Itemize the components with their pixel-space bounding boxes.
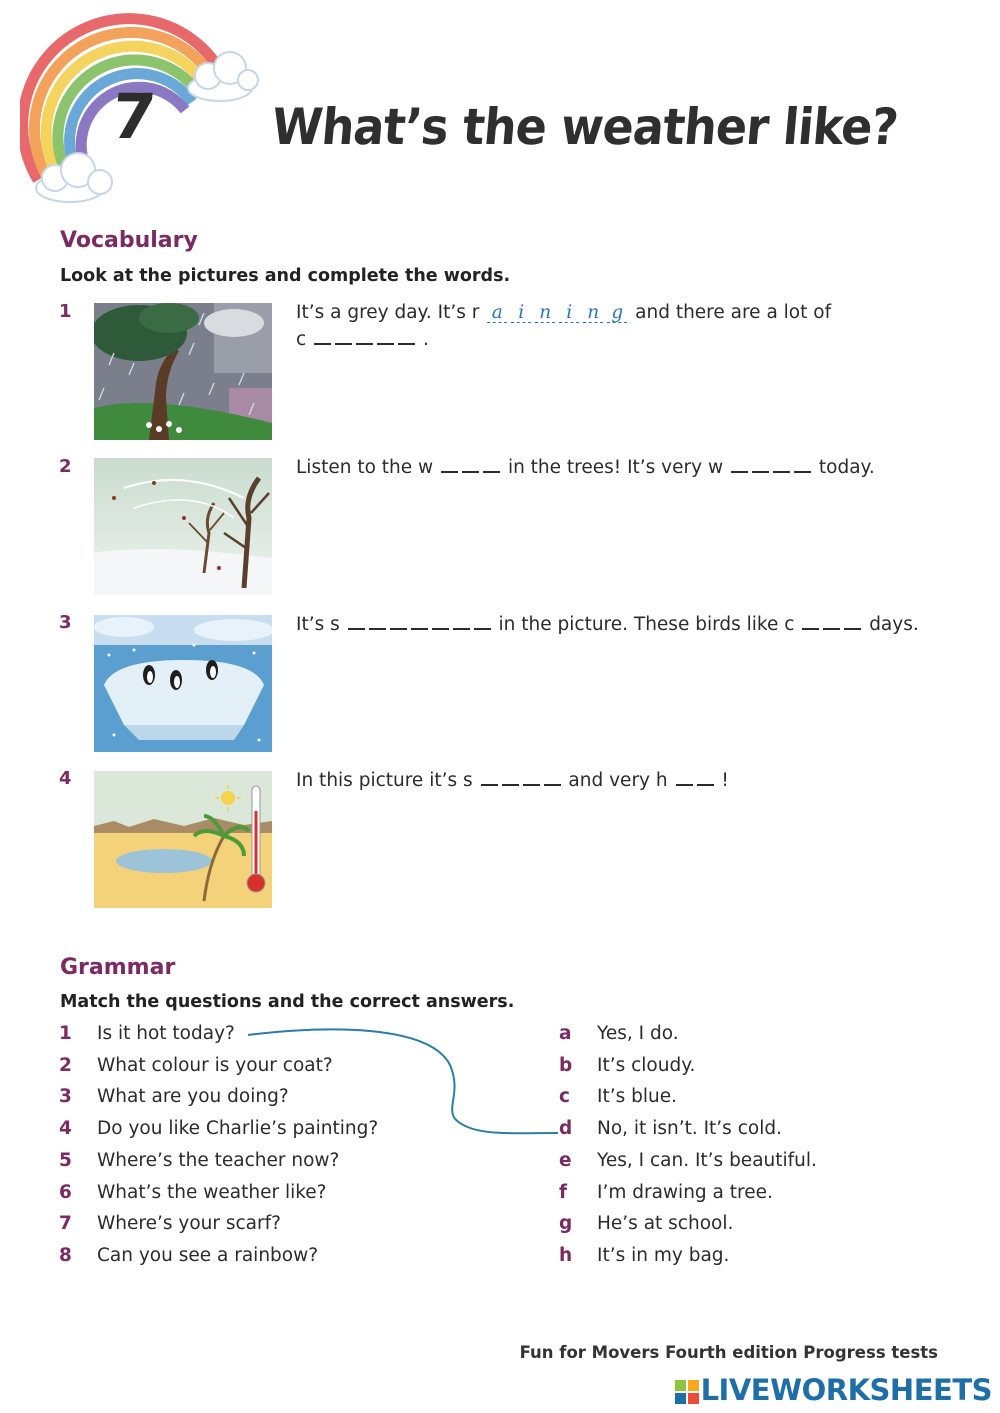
- vocab-text: It’s a grey day. It’s r: [296, 302, 480, 323]
- answer-letter[interactable]: n: [535, 304, 555, 323]
- answer-letter[interactable]: a: [487, 304, 507, 323]
- answer-letter-label: d: [559, 1118, 573, 1139]
- letter-blank[interactable]: [356, 333, 373, 345]
- letter-blank[interactable]: [377, 333, 394, 345]
- vocab-text: and very h: [568, 770, 668, 791]
- hot-desert-picture: [94, 771, 272, 908]
- vocab-text: and there are a lot of: [635, 302, 832, 323]
- answer-text[interactable]: He’s at school.: [597, 1213, 734, 1234]
- letter-blank[interactable]: [474, 618, 491, 630]
- letter-blank[interactable]: [844, 618, 861, 630]
- question-text[interactable]: What colour is your coat?: [97, 1055, 333, 1076]
- vocab-item-number: 4: [59, 768, 72, 789]
- letter-blank[interactable]: [773, 461, 790, 473]
- question-number: 7: [59, 1213, 72, 1234]
- unit-number: 7: [108, 80, 159, 153]
- answer-text[interactable]: It’s blue.: [597, 1086, 677, 1107]
- grammar-instruction: Match the questions and the correct answers.: [60, 992, 515, 1012]
- answer-text[interactable]: Yes, I do.: [597, 1023, 679, 1044]
- letter-blank[interactable]: [369, 618, 386, 630]
- question-number: 8: [59, 1245, 72, 1266]
- answer-text[interactable]: I’m drawing a tree.: [597, 1182, 773, 1203]
- letter-blank[interactable]: [348, 618, 365, 630]
- windy-trees-picture: [94, 458, 272, 595]
- answer-text[interactable]: It’s in my bag.: [597, 1245, 730, 1266]
- letter-blank[interactable]: [731, 461, 748, 473]
- letter-blank[interactable]: [441, 461, 458, 473]
- question-number: 6: [59, 1182, 72, 1203]
- letter-blank[interactable]: [453, 618, 470, 630]
- vocab-item-number: 1: [59, 301, 72, 322]
- question-number: 5: [59, 1150, 72, 1171]
- vocab-text: It’s s: [296, 614, 340, 635]
- answer-letter[interactable]: n: [583, 304, 603, 323]
- answer-letter-label: g: [559, 1213, 573, 1234]
- vocab-item-number: 3: [59, 612, 72, 633]
- rainy-tree-picture: [94, 303, 272, 440]
- liveworksheets-badge-icon: [675, 1380, 699, 1404]
- letter-blank[interactable]: [823, 618, 840, 630]
- question-text[interactable]: What’s the weather like?: [97, 1182, 327, 1203]
- letter-blank[interactable]: [314, 333, 331, 345]
- letter-blank[interactable]: [502, 774, 519, 786]
- question-text[interactable]: Where’s your scarf?: [97, 1213, 281, 1234]
- page-title: What’s the weather like?: [269, 98, 900, 156]
- vocabulary-heading: Vocabulary: [60, 228, 198, 253]
- vocab-text: c: [296, 329, 307, 350]
- liveworksheets-logo: [675, 1373, 992, 1407]
- vocab-text: in the picture. These birds like c: [498, 614, 795, 635]
- letter-blank[interactable]: [483, 461, 500, 473]
- vocab-text: days.: [869, 614, 919, 635]
- grammar-heading: Grammar: [60, 955, 176, 980]
- letter-blank[interactable]: [432, 618, 449, 630]
- vocab-sentence-4: [296, 767, 729, 794]
- letter-blank[interactable]: [523, 774, 540, 786]
- answer-letter[interactable]: g: [607, 304, 627, 323]
- question-number: 1: [59, 1023, 72, 1044]
- answer-text[interactable]: It’s cloudy.: [597, 1055, 696, 1076]
- liveworksheets-brand: LIVEWORKSHEETS: [700, 1373, 992, 1407]
- letter-blank[interactable]: [752, 461, 769, 473]
- question-text[interactable]: Is it hot today?: [97, 1023, 235, 1044]
- vocab-text: In this picture it’s s: [296, 770, 473, 791]
- vocab-text: !: [721, 770, 729, 791]
- question-number: 2: [59, 1055, 72, 1076]
- vocab-text: today.: [818, 457, 875, 478]
- letter-blank[interactable]: [411, 618, 428, 630]
- answer-letter-label: e: [559, 1150, 572, 1171]
- letter-blank[interactable]: [794, 461, 811, 473]
- vocab-sentence-3: [296, 611, 919, 638]
- answer-letter[interactable]: i: [511, 304, 531, 323]
- question-text[interactable]: Do you like Charlie’s painting?: [97, 1118, 379, 1139]
- vocab-item-number: 2: [59, 456, 72, 477]
- vocabulary-instruction: Look at the pictures and complete the words.: [60, 266, 511, 286]
- answer-text[interactable]: No, it isn’t. It’s cold.: [597, 1118, 782, 1139]
- penguins-ice-picture: [94, 615, 272, 752]
- vocab-text: Listen to the w: [296, 457, 434, 478]
- letter-blank[interactable]: [481, 774, 498, 786]
- letter-blank[interactable]: [335, 333, 352, 345]
- footer-text: Fun for Movers Fourth edition Progress tests: [519, 1343, 938, 1362]
- question-text[interactable]: Where’s the teacher now?: [97, 1150, 340, 1171]
- letter-blank[interactable]: [802, 618, 819, 630]
- vocab-text: in the trees! It’s very w: [507, 457, 724, 478]
- letter-blank[interactable]: [676, 774, 693, 786]
- vocab-sentence-1: [296, 299, 831, 353]
- question-text[interactable]: What are you doing?: [97, 1086, 289, 1107]
- letter-blank[interactable]: [544, 774, 561, 786]
- answer-letter-label: h: [559, 1245, 573, 1266]
- answer-letter-label: f: [559, 1182, 568, 1203]
- answer-text[interactable]: Yes, I can. It’s beautiful.: [597, 1150, 817, 1171]
- question-number: 3: [59, 1086, 72, 1107]
- letter-blank[interactable]: [697, 774, 714, 786]
- letter-blank[interactable]: [462, 461, 479, 473]
- answer-letter[interactable]: i: [559, 304, 579, 323]
- answer-letter-label: a: [559, 1023, 572, 1044]
- letter-blank[interactable]: [398, 333, 415, 345]
- vocab-text: .: [422, 329, 429, 350]
- example-match-line: [240, 1020, 573, 1150]
- question-text[interactable]: Can you see a rainbow?: [97, 1245, 319, 1266]
- answer-letter-label: c: [559, 1086, 570, 1107]
- letter-blank[interactable]: [390, 618, 407, 630]
- question-number: 4: [59, 1118, 72, 1139]
- vocab-sentence-2: [296, 454, 875, 481]
- answer-letter-label: b: [559, 1055, 573, 1076]
